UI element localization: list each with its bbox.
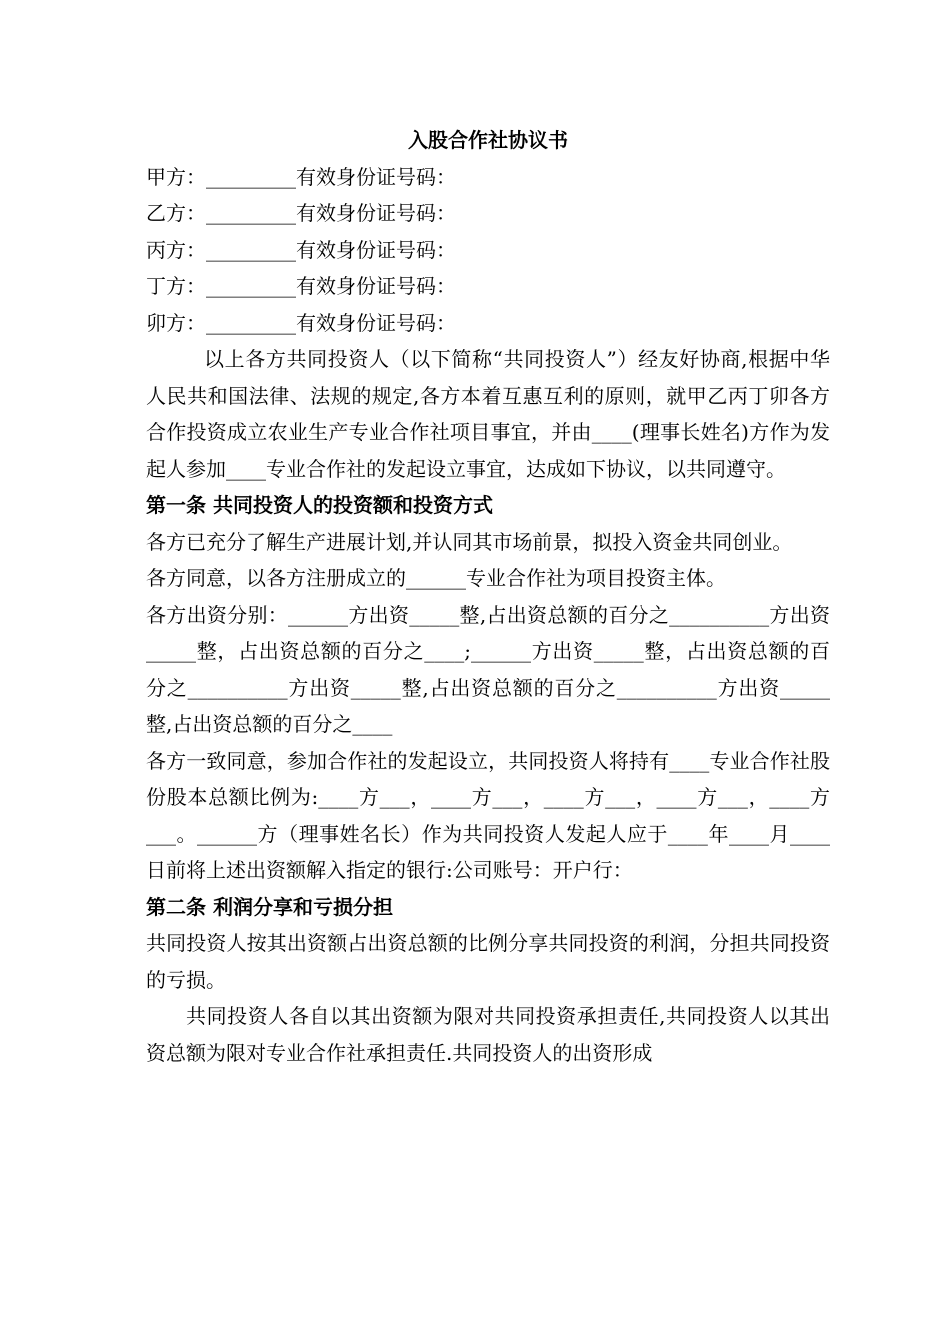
party-line-bing: 丙方：_________有效身份证号码： — [146, 237, 456, 262]
party-line-mao: 卯方：_________有效身份证号码： — [146, 310, 456, 335]
document-title: 入股合作社协议书 — [408, 128, 568, 152]
article-1-heading: 第一条 共同投资人的投资额和投资方式 — [146, 493, 493, 517]
party-line-ding: 丁方：_________有效身份证号码： — [146, 274, 456, 298]
article-2-heading: 第二条 利润分享和亏损分担 — [146, 894, 393, 919]
article-2-paragraph-1: 共同投资人按其出资额占出资总额的比例分享共同投资的利润，分担共同投资的亏损。 — [146, 931, 830, 992]
intro-paragraph: 以上各方共同投资人（以下简称“共同投资人”）经友好协商,根据中华人民共和国法律、法规的规定,各方本着互惠互利的原则，就甲乙丙丁卯各方合作投资成立农业生产专业合作社项目事宜，并由____(理事长姓名)方作为发起人参加____专业合作社的发起设立事宜，达成如下协议，以共同遵守。 — [146, 347, 830, 481]
article-1-paragraph-1: 各方已充分了解生产进展计划,并认同其市场前景，拟投入资金共同创业。 — [146, 529, 793, 554]
article-1-paragraph-2: 各方同意，以各方注册成立的______专业合作社为项目投资主体。 — [146, 566, 726, 590]
party-line-jia: 甲方：_________有效身份证号码： — [146, 164, 456, 189]
article-2-paragraph-2: 共同投资人各自以其出资额为限对共同投资承担责任,共同投资人以其出资总额为限对专业合作社承担责任.共同投资人的出资形成 — [146, 1004, 830, 1065]
party-line-yi: 乙方：_________有效身份证号码： — [146, 201, 456, 225]
article-1-paragraph-4: 各方一致同意，参加合作社的发起设立，共同投资人将持有____专业合作社股份股本总额比例为:____方___，____方___，____方___，____方___，____方___。______方（理事姓名长）作为共同投资人发起人应于____年____月____日前将上述出资额解入指定的银行:公司账号：开户行： — [146, 748, 830, 882]
article-1-paragraph-3: 各方出资分别：______方出资_____整,占出资总额的百分之__________方出资_____整，占出资总额的百分之____;______方出资_____整，占出资总额的百分之__________方出资_____整,占出资总额的百分之__________方出资_____整,占出资总额的百分之____ — [146, 602, 830, 736]
